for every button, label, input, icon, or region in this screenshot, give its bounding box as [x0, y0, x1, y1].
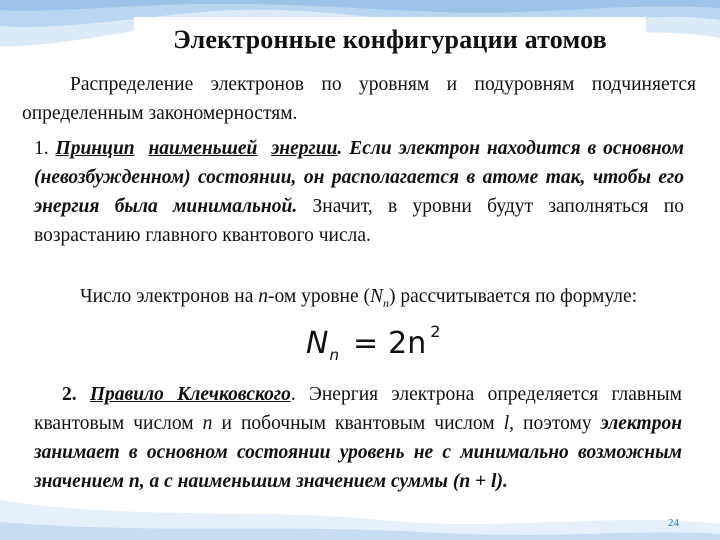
count-N-sub: n — [383, 295, 390, 310]
principle-consequence: Значит, в уровни будут заполняться по возрастанию главного квантового числа. — [34, 196, 684, 246]
rule2-number: 2. — [62, 384, 77, 405]
rule2-text-b: и побочным квантовым числом — [221, 413, 495, 434]
principle-paragraph: 1. Принцип наименьшей энергии. Если электрон находится в основном (невозбужденном) состоянии, он располагается в атоме так, чтобы его энергия была минимальной. Значит, в уровни будут заполняться по возрастанию главного квантового числа. — [34, 138, 685, 246]
formula-lhs-sub: n — [329, 346, 339, 364]
rule2-l: l — [503, 413, 510, 434]
formula-equals: = — [352, 326, 379, 361]
principle-name-3: энергии — [271, 138, 338, 159]
rule2-name: Правило Клечковского — [89, 384, 291, 405]
rule2-n: n — [202, 413, 213, 434]
count-text-before: Число электронов на — [80, 286, 254, 307]
count-text-middle: -ом уровне ( — [267, 286, 370, 307]
count-text-after: ) рассчитывается по формуле: — [389, 286, 638, 307]
rule2-statement: электрон занимает в основном состоянии уровень не с минимально возможным значением n, а с наименьшим значением суммы (n + l). — [34, 413, 683, 492]
formula-exponent: 2 — [430, 322, 441, 341]
klechkovsky-paragraph: 2. Правило Клечковского. Энергия электрона определяется главным квантовым числом n и побочным квантовым числом l, поэтому электрон занимает в основном состоянии уровень не с минимально возможным значением n, а с наименьшим значением суммы (n + l). — [34, 384, 683, 492]
principle-name-2: наименьшей — [148, 138, 258, 159]
count-N: N — [370, 286, 384, 307]
formula-rhs: 2n — [388, 326, 427, 361]
rule2-text-c: , поэтому — [509, 413, 592, 434]
rule2-text-a: Энергия электрона определяется главным квантовым числом — [34, 384, 682, 434]
formula — [306, 322, 476, 372]
principle-statement: Если электрон находится в основном (невозбужденном) состоянии, он располагается в атоме так, чтобы его энергия была минимальной — [34, 138, 685, 217]
slide-title: Электронные конфигурации атомов — [134, 17, 646, 63]
formula-lhs: N — [306, 326, 329, 361]
page-number: 24 — [668, 517, 679, 529]
intro-paragraph: Распределение электронов по уровням и подуровням подчиняется определенным закономерностям. — [22, 74, 696, 124]
principle-number: 1. — [34, 138, 49, 159]
count-n-variable: n — [258, 286, 268, 307]
electron-count-paragraph — [34, 282, 684, 318]
principle-name-1: Принцип — [55, 138, 135, 159]
